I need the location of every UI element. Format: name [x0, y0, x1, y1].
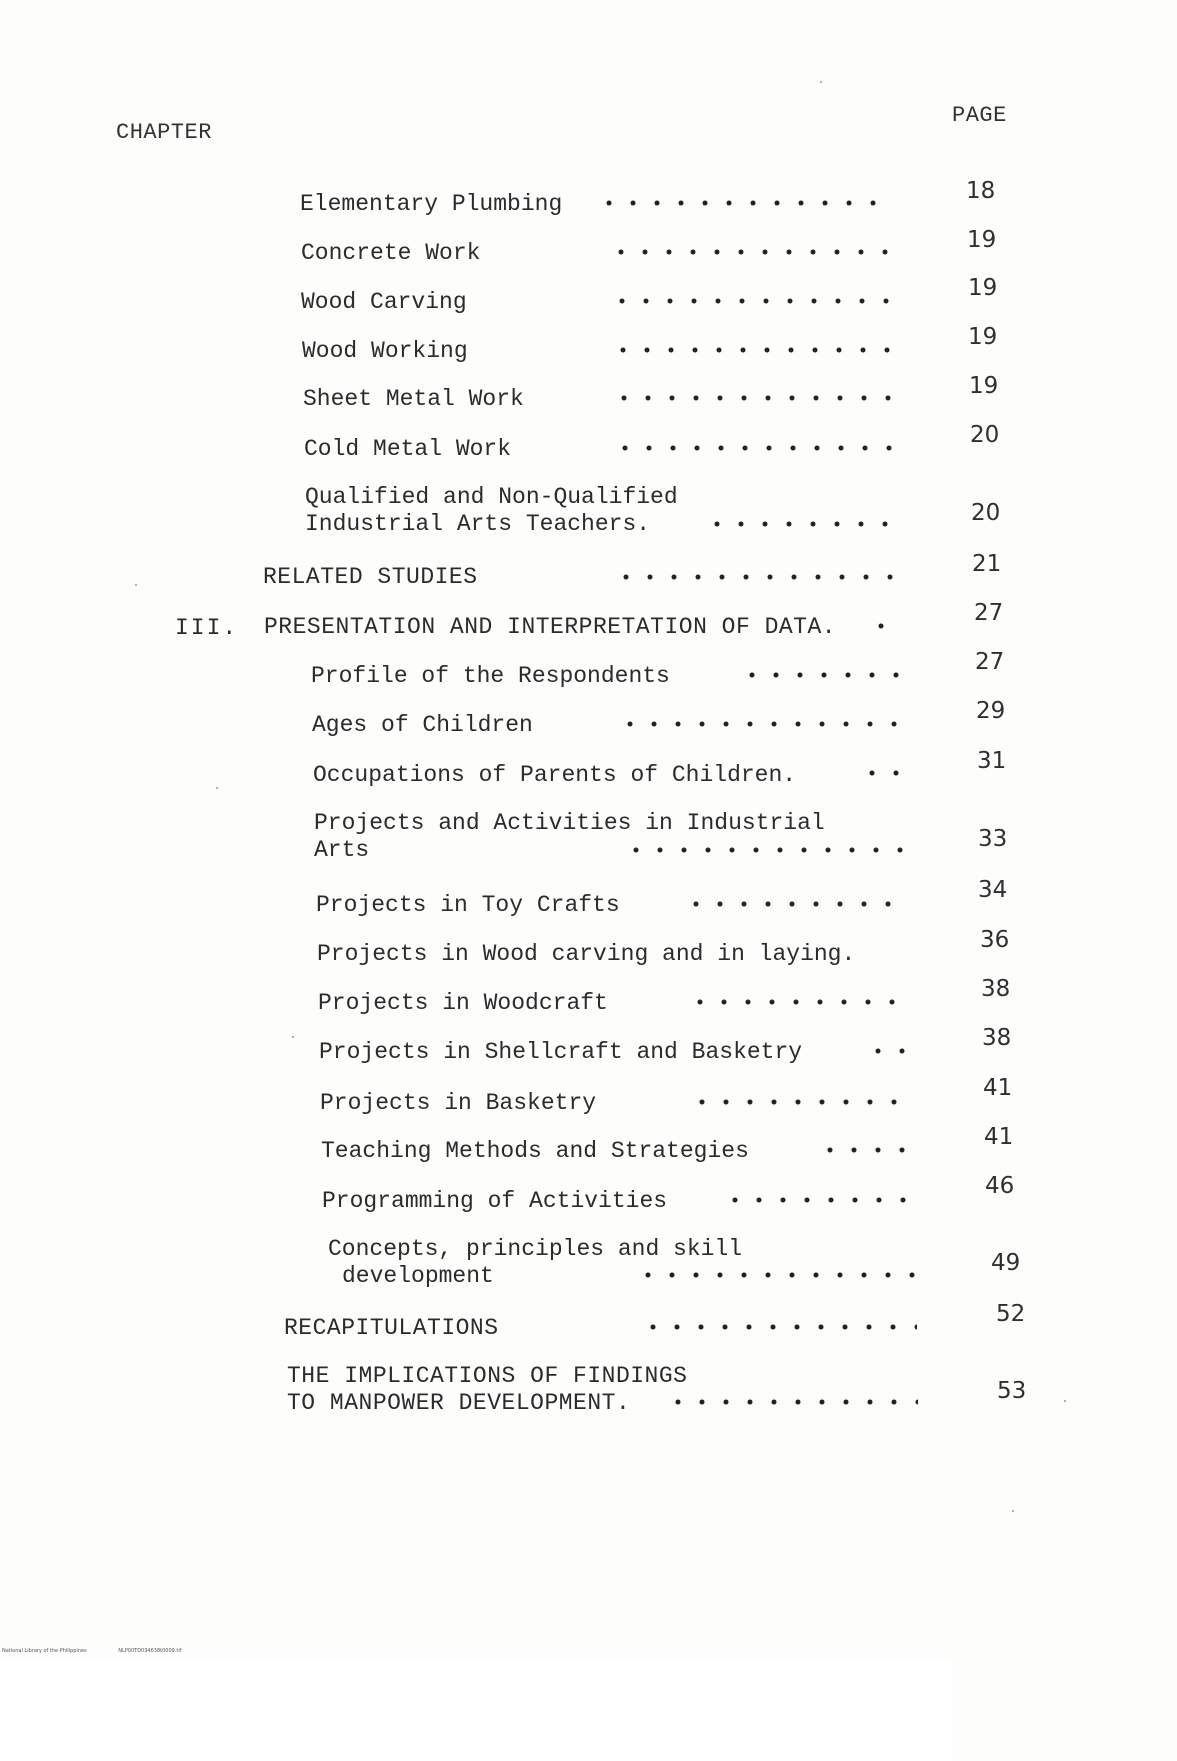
toc-entry-line: Concrete Work — [301, 240, 481, 266]
dot-leader — [597, 198, 887, 208]
footer-code: NLP00TD034638t0009.tif — [118, 1648, 182, 1654]
toc-entry-page: 29 — [976, 698, 1006, 724]
toc-entry-line: Projects in Basketry — [320, 1090, 597, 1116]
toc-entry-title — [300, 191, 562, 218]
toc-entry-title — [284, 1315, 499, 1342]
toc-entry-line: Projects in Wood carving and in laying. — [317, 941, 856, 967]
toc-entry-title — [312, 712, 533, 739]
dot-leader — [860, 768, 905, 778]
toc-entry-title — [328, 1236, 742, 1290]
toc-entry-line: THE IMPLICATIONS OF FINDINGS — [287, 1363, 688, 1389]
toc-entry-page: 18 — [966, 178, 996, 204]
dot-leader — [641, 1322, 917, 1332]
toc-entry-title — [313, 762, 796, 789]
toc-entry-line: Projects and Activities in Industrial — [314, 810, 825, 836]
page-column-header: PAGE — [952, 103, 1177, 1761]
toc-entry-page: 19 — [968, 324, 998, 350]
dot-leader — [666, 1397, 918, 1407]
toc-entry-line: Projects in Toy Crafts — [316, 892, 620, 918]
toc-entry-title — [301, 240, 480, 267]
toc-entry-title — [287, 1363, 687, 1417]
toc-entry-page: 31 — [977, 748, 1007, 774]
toc-entry-title — [317, 941, 855, 968]
footer-library: National Library of the Philippines — [2, 1648, 87, 1654]
toc-entry-page: 19 — [967, 227, 997, 253]
toc-entry-line: Occupations of Parents of Children. — [313, 762, 797, 788]
toc-entry-title — [305, 484, 678, 538]
dot-leader — [614, 572, 899, 582]
toc-entry-line: RELATED STUDIES — [263, 564, 478, 590]
toc-entry-title — [301, 289, 467, 316]
scan-speck — [292, 1036, 294, 1038]
toc-entry-line: Sheet Metal Work — [303, 386, 524, 412]
toc-entry-line: Industrial Arts Teachers. — [305, 511, 651, 537]
dot-leader — [613, 443, 893, 453]
toc-entry-line: Profile of the Respondents — [311, 663, 670, 689]
chapter-numeral: III. — [175, 615, 239, 641]
toc-entry-line: Teaching Methods and Strategies — [321, 1138, 749, 1164]
toc-entry-page: 53 — [997, 1378, 1027, 1404]
scan-speck — [820, 81, 822, 83]
toc-entry-page: 34 — [978, 877, 1008, 903]
chapter-column-header: CHAPTER — [116, 120, 212, 145]
toc-entry-line: Programming of Activities — [322, 1188, 668, 1214]
dot-leader — [740, 670, 900, 680]
dot-leader — [624, 845, 906, 855]
toc-entry-page: 21 — [972, 551, 1002, 577]
dot-leader — [688, 997, 910, 1007]
toc-entry-line: Concepts, principles and skill — [328, 1236, 743, 1262]
toc-entry-line: Wood Carving — [301, 289, 467, 315]
toc-entry-line: development — [342, 1263, 494, 1289]
toc-entry-page: 36 — [980, 927, 1010, 953]
dot-leader — [866, 1046, 911, 1056]
dot-leader — [684, 899, 906, 909]
toc-entry-title — [316, 892, 620, 919]
dot-leader — [610, 296, 890, 306]
dot-leader — [611, 345, 891, 355]
dot-leader — [869, 621, 893, 631]
toc-entry-line: Elementary Plumbing — [300, 191, 563, 217]
toc-entry-line: Wood Working — [302, 338, 468, 364]
toc-entry-line: Qualified and Non-Qualified — [305, 484, 678, 510]
toc-entry-page: 38 — [982, 1025, 1012, 1051]
toc-entry-page: 27 — [975, 649, 1005, 675]
toc-entry-title — [321, 1138, 749, 1165]
toc-entry-page: 33 — [978, 826, 1008, 852]
dot-leader — [723, 1195, 913, 1205]
toc-entry-title — [302, 338, 468, 365]
scan-speck — [135, 584, 137, 586]
toc-entry-line: Projects in Shellcraft and Basketry — [319, 1039, 803, 1065]
toc-entry-title — [322, 1188, 667, 1215]
toc-entry-line: TO MANPOWER DEVELOPMENT. — [287, 1390, 631, 1416]
scan-speck — [1012, 1510, 1014, 1512]
toc-entry-line: PRESENTATION AND INTERPRETATION OF DATA. — [264, 614, 837, 640]
dot-leader — [818, 1145, 913, 1155]
dot-leader — [690, 1097, 912, 1107]
toc-entry-page: 20 — [970, 422, 1000, 448]
toc-entry-title — [263, 564, 478, 591]
dot-leader — [705, 519, 895, 529]
toc-entry-title — [314, 810, 825, 864]
toc-entry-line: Ages of Children — [312, 712, 533, 738]
scan-speck — [216, 787, 218, 789]
toc-entry-line: Cold Metal Work — [304, 436, 512, 462]
scan-footer — [2, 1648, 212, 1654]
toc-entry-page: 19 — [969, 373, 999, 399]
toc-entry-line: RECAPITULATIONS — [284, 1315, 499, 1341]
toc-entry-page: 38 — [981, 976, 1011, 1002]
toc-entry-title — [319, 1039, 802, 1066]
toc-entry-page: 52 — [996, 1301, 1026, 1327]
toc-entry-line: Projects in Woodcraft — [318, 990, 608, 1016]
dot-leader — [609, 247, 889, 257]
toc-entry-title — [303, 386, 524, 413]
toc-entry-page: 20 — [971, 500, 1001, 526]
toc-entry-line: Arts — [314, 837, 370, 863]
toc-entry-page: 41 — [984, 1124, 1014, 1150]
toc-entry-title — [311, 663, 670, 690]
toc-entry-title — [318, 990, 608, 1017]
toc-entry-title — [264, 614, 836, 641]
toc-entry-page: 27 — [974, 600, 1004, 626]
dot-leader — [618, 719, 903, 729]
toc-entry-title — [304, 436, 511, 463]
toc-entry-page: 19 — [968, 275, 998, 301]
dot-leader — [612, 393, 892, 403]
toc-entry-page: 41 — [983, 1075, 1013, 1101]
toc-entry-page: 49 — [991, 1250, 1021, 1276]
scan-speck — [1064, 1400, 1066, 1402]
toc-entry-title — [320, 1090, 596, 1117]
dot-leader — [636, 1270, 916, 1280]
toc-entry-page: 46 — [985, 1173, 1015, 1199]
